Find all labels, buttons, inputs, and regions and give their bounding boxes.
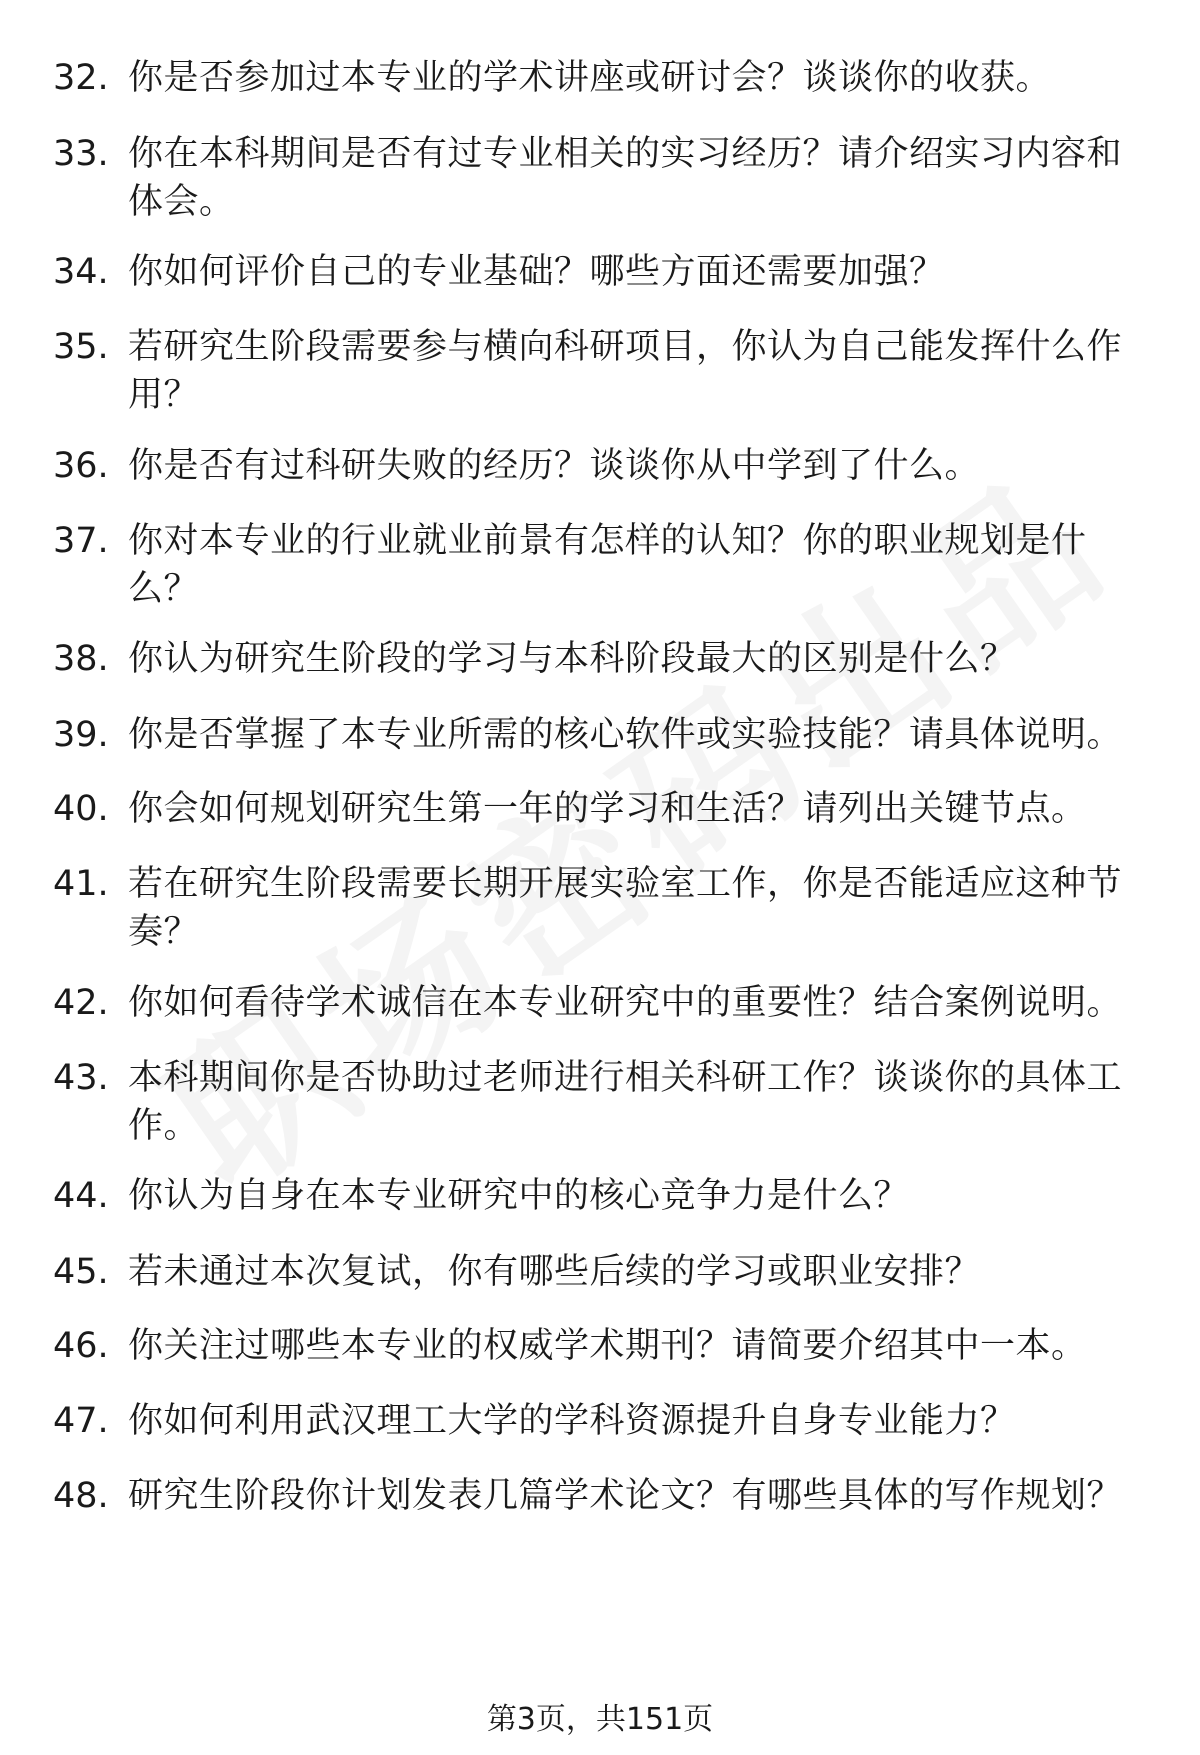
question-text: 你是否有过科研失败的经历？谈谈你从中学到了什么。 bbox=[128, 446, 981, 486]
question-text: 你如何看待学术诚信在本专业研究中的重要性？结合案例说明。 bbox=[128, 983, 1123, 1023]
question-number: 35. bbox=[53, 327, 109, 367]
question-number: 36. bbox=[53, 446, 109, 486]
question-text: 你认为研究生阶段的学习与本科阶段最大的区别是什么？ bbox=[128, 639, 1016, 679]
question-text: 若在研究生阶段需要长期开展实验室工作，你是否能适应这种节奏？ bbox=[128, 864, 1123, 952]
question-text: 本科期间你是否协助过老师进行相关科研工作？谈谈你的具体工作。 bbox=[128, 1058, 1123, 1146]
question-number: 33. bbox=[53, 134, 109, 174]
question-text: 研究生阶段你计划发表几篇学术论文？有哪些具体的写作规划？ bbox=[128, 1476, 1123, 1516]
question-number: 40. bbox=[53, 789, 109, 829]
question-text: 你是否掌握了本专业所需的核心软件或实验技能？请具体说明。 bbox=[128, 715, 1123, 755]
question-text: 你对本专业的行业就业前景有怎样的认知？你的职业规划是什么？ bbox=[128, 521, 1087, 609]
question-text: 你如何利用武汉理工大学的学科资源提升自身专业能力？ bbox=[128, 1401, 1016, 1441]
question-text: 你关注过哪些本专业的权威学术期刊？请简要介绍其中一本。 bbox=[128, 1326, 1087, 1366]
question-number: 45. bbox=[53, 1252, 109, 1292]
question-number: 41. bbox=[53, 864, 109, 904]
question-number: 38. bbox=[53, 639, 109, 679]
question-text: 你会如何规划研究生第一年的学习和生活？请列出关键节点。 bbox=[128, 789, 1087, 829]
question-text: 你在本科期间是否有过专业相关的实习经历？请介绍实习内容和体会。 bbox=[128, 134, 1123, 222]
question-number: 44. bbox=[53, 1176, 109, 1216]
question-number: 46. bbox=[53, 1326, 109, 1366]
question-number: 48. bbox=[53, 1476, 109, 1516]
question-text: 你认为自身在本专业研究中的核心竞争力是什么？ bbox=[128, 1176, 910, 1216]
question-number: 47. bbox=[53, 1401, 109, 1441]
question-number: 43. bbox=[53, 1058, 109, 1098]
question-text: 你是否参加过本专业的学术讲座或研讨会？谈谈你的收获。 bbox=[128, 58, 1052, 98]
question-number: 34. bbox=[53, 252, 109, 292]
question-number: 37. bbox=[53, 521, 109, 561]
question-number: 32. bbox=[53, 58, 109, 98]
question-text: 若未通过本次复试，你有哪些后续的学习或职业安排？ bbox=[128, 1252, 981, 1292]
question-number: 42. bbox=[53, 983, 109, 1023]
question-number: 39. bbox=[53, 715, 109, 755]
page-footer: 第3页，共151页 bbox=[486, 1702, 714, 1737]
question-text: 若研究生阶段需要参与横向科研项目，你认为自己能发挥什么作用？ bbox=[128, 327, 1123, 415]
question-text: 你如何评价自己的专业基础？哪些方面还需要加强？ bbox=[128, 252, 945, 292]
